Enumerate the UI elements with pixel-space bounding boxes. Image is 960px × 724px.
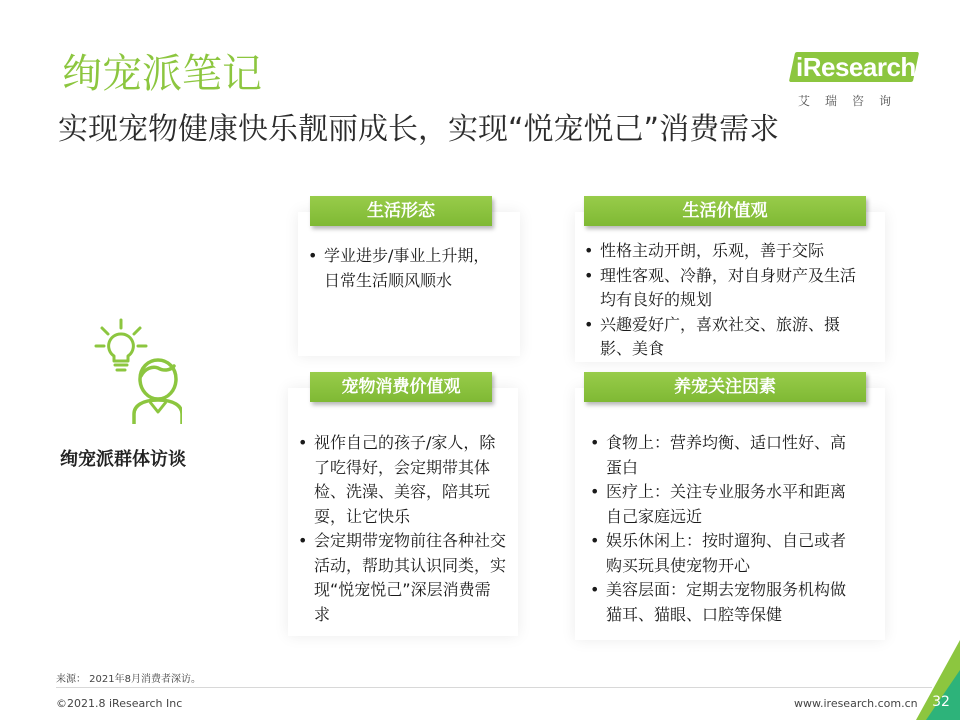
banner-factors: 养宠关注因素 — [584, 372, 866, 402]
list-item: • 美容层面：定期去宠物服务机构做猫耳、猫眼、口腔等保健 — [590, 578, 850, 627]
list-item: • 学业进步/事业上升期， 日常生活顺风顺水 — [308, 244, 508, 293]
list-pet-values — [298, 431, 506, 627]
list-item: • 医疗上：关注专业服务水平和距离自己家庭远近 — [590, 480, 850, 529]
logo-brand-text: iResearch — [796, 52, 916, 82]
page-title: 绚宠派笔记 — [62, 51, 262, 97]
person-lightbulb-icon — [86, 316, 182, 426]
list-item: • 兴趣爱好广，喜欢社交、旅游、摄影、美食 — [584, 313, 868, 362]
list-item: • 娱乐休闲上：按时遛狗、自己或者购买玩具使宠物开心 — [590, 529, 850, 578]
list-factors — [590, 431, 850, 627]
banner-lifestyle: 生活形态 — [310, 196, 492, 226]
source-note: 来源： 2021年8月消费者深访。 — [56, 674, 201, 685]
footer-divider — [56, 687, 932, 688]
iresearch-logo — [790, 44, 920, 114]
list-values — [584, 239, 868, 362]
page-subtitle: 实现宠物健康快乐靓丽成长，实现“悦宠悦己”消费需求 — [58, 112, 780, 147]
page-number: 32 — [932, 694, 950, 710]
website-link[interactable]: www.iresearch.com.cn — [794, 697, 918, 710]
banner-pet-values: 宠物消费价值观 — [310, 372, 492, 402]
list-item: • 会定期带宠物前往各种社交活动，帮助其认识同类，实现“悦宠悦己”深层消费需求 — [298, 529, 506, 627]
list-item: • 性格主动开朗，乐观，善于交际 — [584, 239, 868, 264]
list-item: • 食物上：营养均衡、适口性好、高蛋白 — [590, 431, 850, 480]
banner-values: 生活价值观 — [584, 196, 866, 226]
copyright-text: ©2021.8 iResearch Inc — [56, 697, 183, 710]
persona-label: 绚宠派群体访谈 — [60, 449, 186, 470]
list-lifestyle — [308, 244, 508, 293]
list-item: • 理性客观、冷静，对自身财产及生活均有良好的规划 — [584, 264, 868, 313]
list-item: • 视作自己的孩子/家人，除了吃得好，会定期带其体检、洗澡、美容，陪其玩耍，让它快乐 — [298, 431, 506, 529]
logo-cn-text: 艾瑞咨询 — [798, 94, 907, 108]
